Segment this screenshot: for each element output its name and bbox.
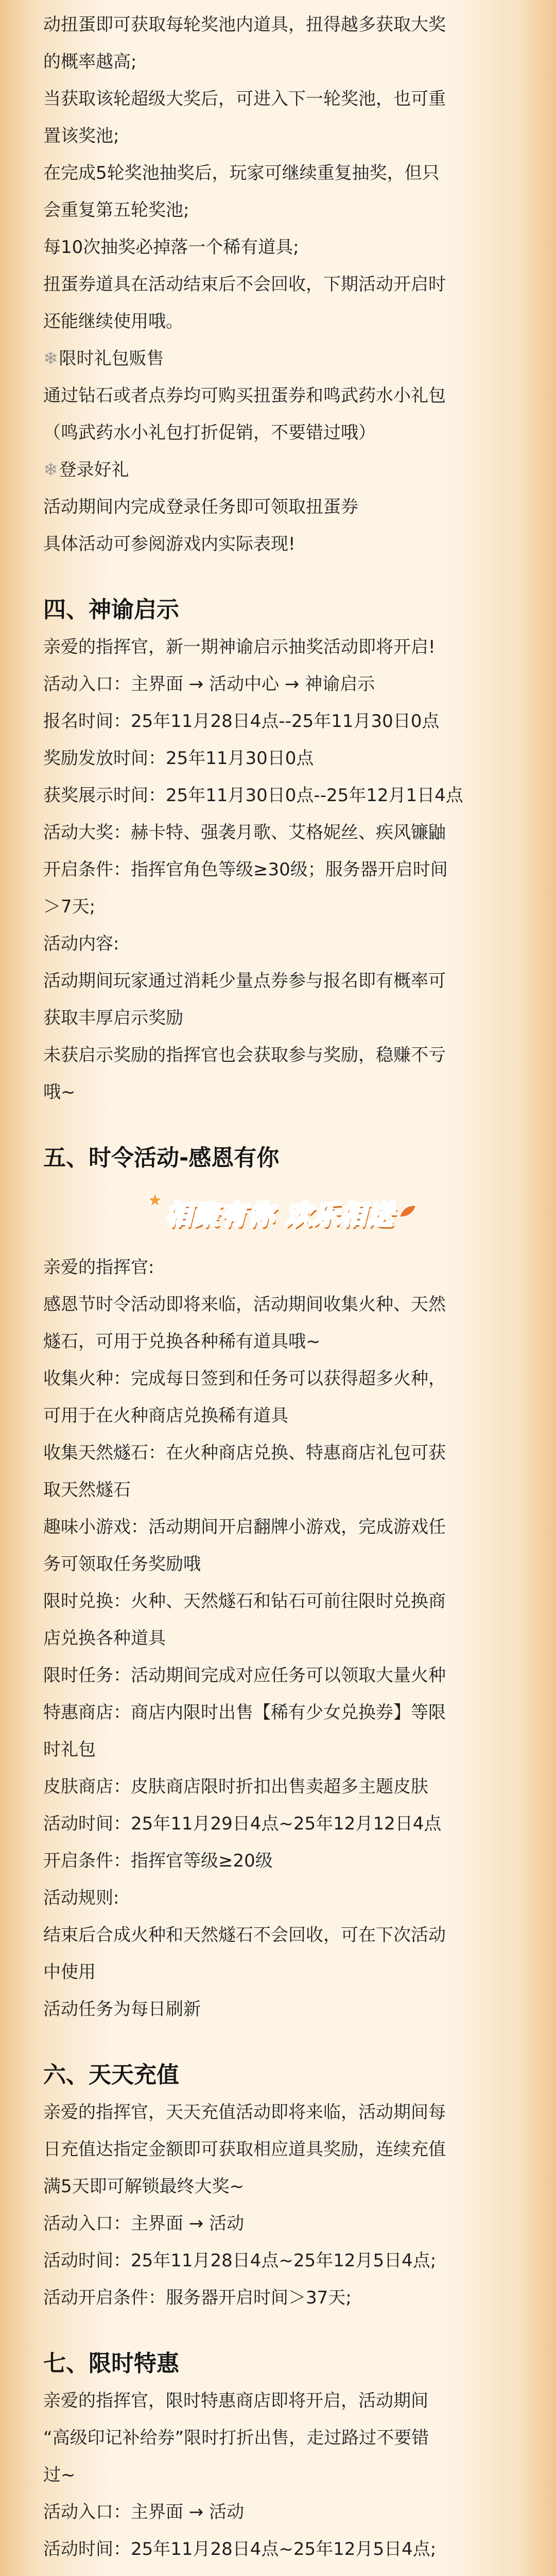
star-decoration-icon — [146, 1191, 164, 1209]
paragraph-line: ＞7天; — [43, 896, 96, 917]
paragraph-line: 燧石，可用于兑换各种稀有道具哦~ — [43, 1331, 321, 1352]
paragraph-line: 奖励发放时间：25年11月30日0点 — [43, 748, 314, 769]
section-limited-sale — [43, 2345, 517, 2576]
paragraph-line: 限时兑换：火种、天然燧石和钻石可前往限时兑换商 — [43, 1591, 446, 1612]
paragraph-line: 感恩节时令活动即将来临，活动期间收集火种、天然 — [43, 1294, 446, 1315]
paragraph-line: 的概率越高; — [43, 52, 137, 72]
paragraph-line: 活动期间玩家通过消耗少量点券参与报名即有概率可 — [43, 971, 446, 991]
leaf-decoration-icon — [397, 1202, 418, 1220]
paragraph-line: 皮肤商店：皮肤商店限时折扣出售卖超多主题皮肤 — [43, 1776, 428, 1797]
section-title: 六、天天充值 — [43, 2062, 179, 2088]
paragraph-line: 收集天然燧石：在火种商店兑换、特惠商店礼包可获 — [43, 1443, 446, 1463]
section-thanksgiving — [43, 1140, 517, 2028]
snowflake-icon: ❄ — [43, 460, 58, 480]
login-gift-heading — [43, 451, 517, 488]
paragraph-line: “高级印记补给券”限时打折出售，走过路过不要错 — [43, 2428, 429, 2448]
section-oracle — [43, 591, 517, 1111]
paragraph-line: 特惠商店：商店内限时出售【稀有少女兑换券】等限 — [43, 1702, 446, 1723]
paragraph-line: 活动内容: — [43, 934, 119, 954]
section-title: 七、限时特惠 — [43, 2350, 179, 2377]
banner-title: 相聚有你 欢乐相送 — [165, 1200, 395, 1230]
paragraph-line: 还能继续使用哦。 — [43, 311, 183, 332]
paragraph-line: 可用于在火种商店兑换稀有道具 — [43, 1405, 288, 1426]
paragraph-line: 亲爱的指挥官，限时特惠商店即将开启，活动期间 — [43, 2391, 428, 2411]
paragraph-line: 活动时间：25年11月28日4点~25年12月5日4点; — [43, 2250, 437, 2271]
paragraph-line: 活动入口：主界面 → 活动 — [43, 2213, 245, 2234]
paragraph-line: 取天然燧石 — [43, 1480, 131, 1500]
paragraph-line: 获取丰厚启示奖励 — [43, 1008, 183, 1028]
paragraph-line: 限时任务：活动期间完成对应任务可以领取大量火种 — [43, 1665, 446, 1686]
paragraph-line: 置该奖池; — [43, 126, 119, 146]
paragraph-line — [43, 2568, 517, 2576]
snowflake-icon: ❄ — [43, 348, 58, 369]
paragraph-line: 通过钻石或者点券均可购买扭蛋券和鸣武药水小礼包 — [43, 385, 446, 406]
login-gift-block — [43, 451, 517, 563]
paragraph-line: 趣味小游戏：活动期间开启翻牌小游戏，完成游戏任 — [43, 1517, 446, 1537]
gift-pack-heading-text: 限时礼包贩售 — [59, 348, 164, 369]
section-title: 四、神谕启示 — [43, 597, 179, 623]
paragraph-line: 活动入口：主界面 → 活动 — [43, 2502, 245, 2522]
paragraph-line: 店兑换各种道具 — [43, 1628, 166, 1649]
paragraph-line: 活动时间：25年11月29日4点~25年12月12日4点 — [43, 1814, 442, 1834]
paragraph-line: 活动入口：主界面 → 活动中心 → 神谕启示 — [43, 674, 375, 694]
paragraph-line: 开启条件：指挥官等级≥20级 — [43, 1851, 273, 1871]
paragraph-line: 活动期间内完成登录任务即可领取扭蛋券 — [43, 497, 358, 517]
paragraph-line: 会重复第五轮奖池; — [43, 200, 189, 221]
paragraph-line: 活动规则: — [43, 1888, 119, 1908]
paragraph-line: 具体活动可参阅游戏内实际表现! — [43, 534, 296, 554]
article-body — [43, 6, 517, 2576]
paragraph-line: 扭蛋券道具在活动结束后不会回收，下期活动开启时 — [43, 274, 446, 295]
event-banner — [43, 1177, 517, 1249]
paragraph-line: 活动开启条件：服务器开启时间＞37天; — [43, 2287, 352, 2308]
paragraph-line: 收集火种：完成每日签到和任务可以获得超多火种， — [43, 1368, 446, 1389]
paragraph-line: 亲爱的指挥官，天天充值活动即将来临，活动期间每 — [43, 2102, 446, 2123]
paragraph-line: 获奖展示时间：25年11月30日0点--25年12月1日4点 — [43, 785, 463, 806]
paragraph-line: 当获取该轮超级大奖后，可进入下一轮奖池，也可重 — [43, 89, 446, 109]
paragraph-line: 每10次抽奖必掉落一个稀有道具; — [43, 237, 299, 258]
section-title: 五、时令活动-感恩有你 — [43, 1145, 280, 1171]
gift-pack-heading — [43, 340, 517, 377]
intro-block — [43, 6, 517, 340]
paragraph-line: 亲爱的指挥官: — [43, 1257, 154, 1278]
paragraph-line: 报名时间：25年11月28日4点--25年11月30日0点 — [43, 711, 440, 732]
paragraph-line: 活动时间：25年11月28日4点~25年12月5日4点; — [43, 2539, 437, 2560]
paragraph-line: （鸣武药水小礼包打折促销，不要错过哦） — [43, 422, 376, 443]
paragraph-line: 务可领取任务奖励哦 — [43, 1554, 201, 1574]
paragraph-line: 日充值达指定金额即可获取相应道具奖励，连续充值 — [43, 2139, 446, 2160]
paragraph-line: 哦~ — [43, 1082, 76, 1103]
paragraph-line: 中使用 — [43, 1962, 96, 1982]
paragraph-line: 时礼包 — [43, 1739, 96, 1760]
paragraph-line: 结束后合成火种和天然燧石不会回收，可在下次活动 — [43, 1925, 446, 1945]
gift-pack-block — [43, 340, 517, 451]
paragraph-line: 满5天即可解锁最终大奖~ — [43, 2176, 245, 2197]
login-gift-heading-text: 登录好礼 — [59, 460, 129, 480]
paragraph-line: 动扭蛋即可获取每轮奖池内道具，扭得越多获取大奖 — [43, 14, 446, 35]
paragraph-line: 过~ — [43, 2465, 76, 2485]
paragraph-line: 活动大奖：赫卡特、强袭月歌、艾格妮丝、疾风镰鼬 — [43, 822, 446, 843]
paragraph-line: 活动任务为每日刷新 — [43, 1999, 201, 2020]
paragraph-line: 亲爱的指挥官，新一期神谕启示抽奖活动即将开启! — [43, 637, 436, 657]
banner-art — [149, 1190, 411, 1235]
paragraph-line: 开启条件：指挥官角色等级≥30级；服务器开启时间 — [43, 859, 448, 880]
paragraph-line: 在完成5轮奖池抽奖后，玩家可继续重复抽奖，但只 — [43, 163, 440, 183]
paragraph-line: 未获启示奖励的指挥官也会获取参与奖励，稳赚不亏 — [43, 1045, 446, 1065]
section-daily-recharge — [43, 2057, 517, 2316]
